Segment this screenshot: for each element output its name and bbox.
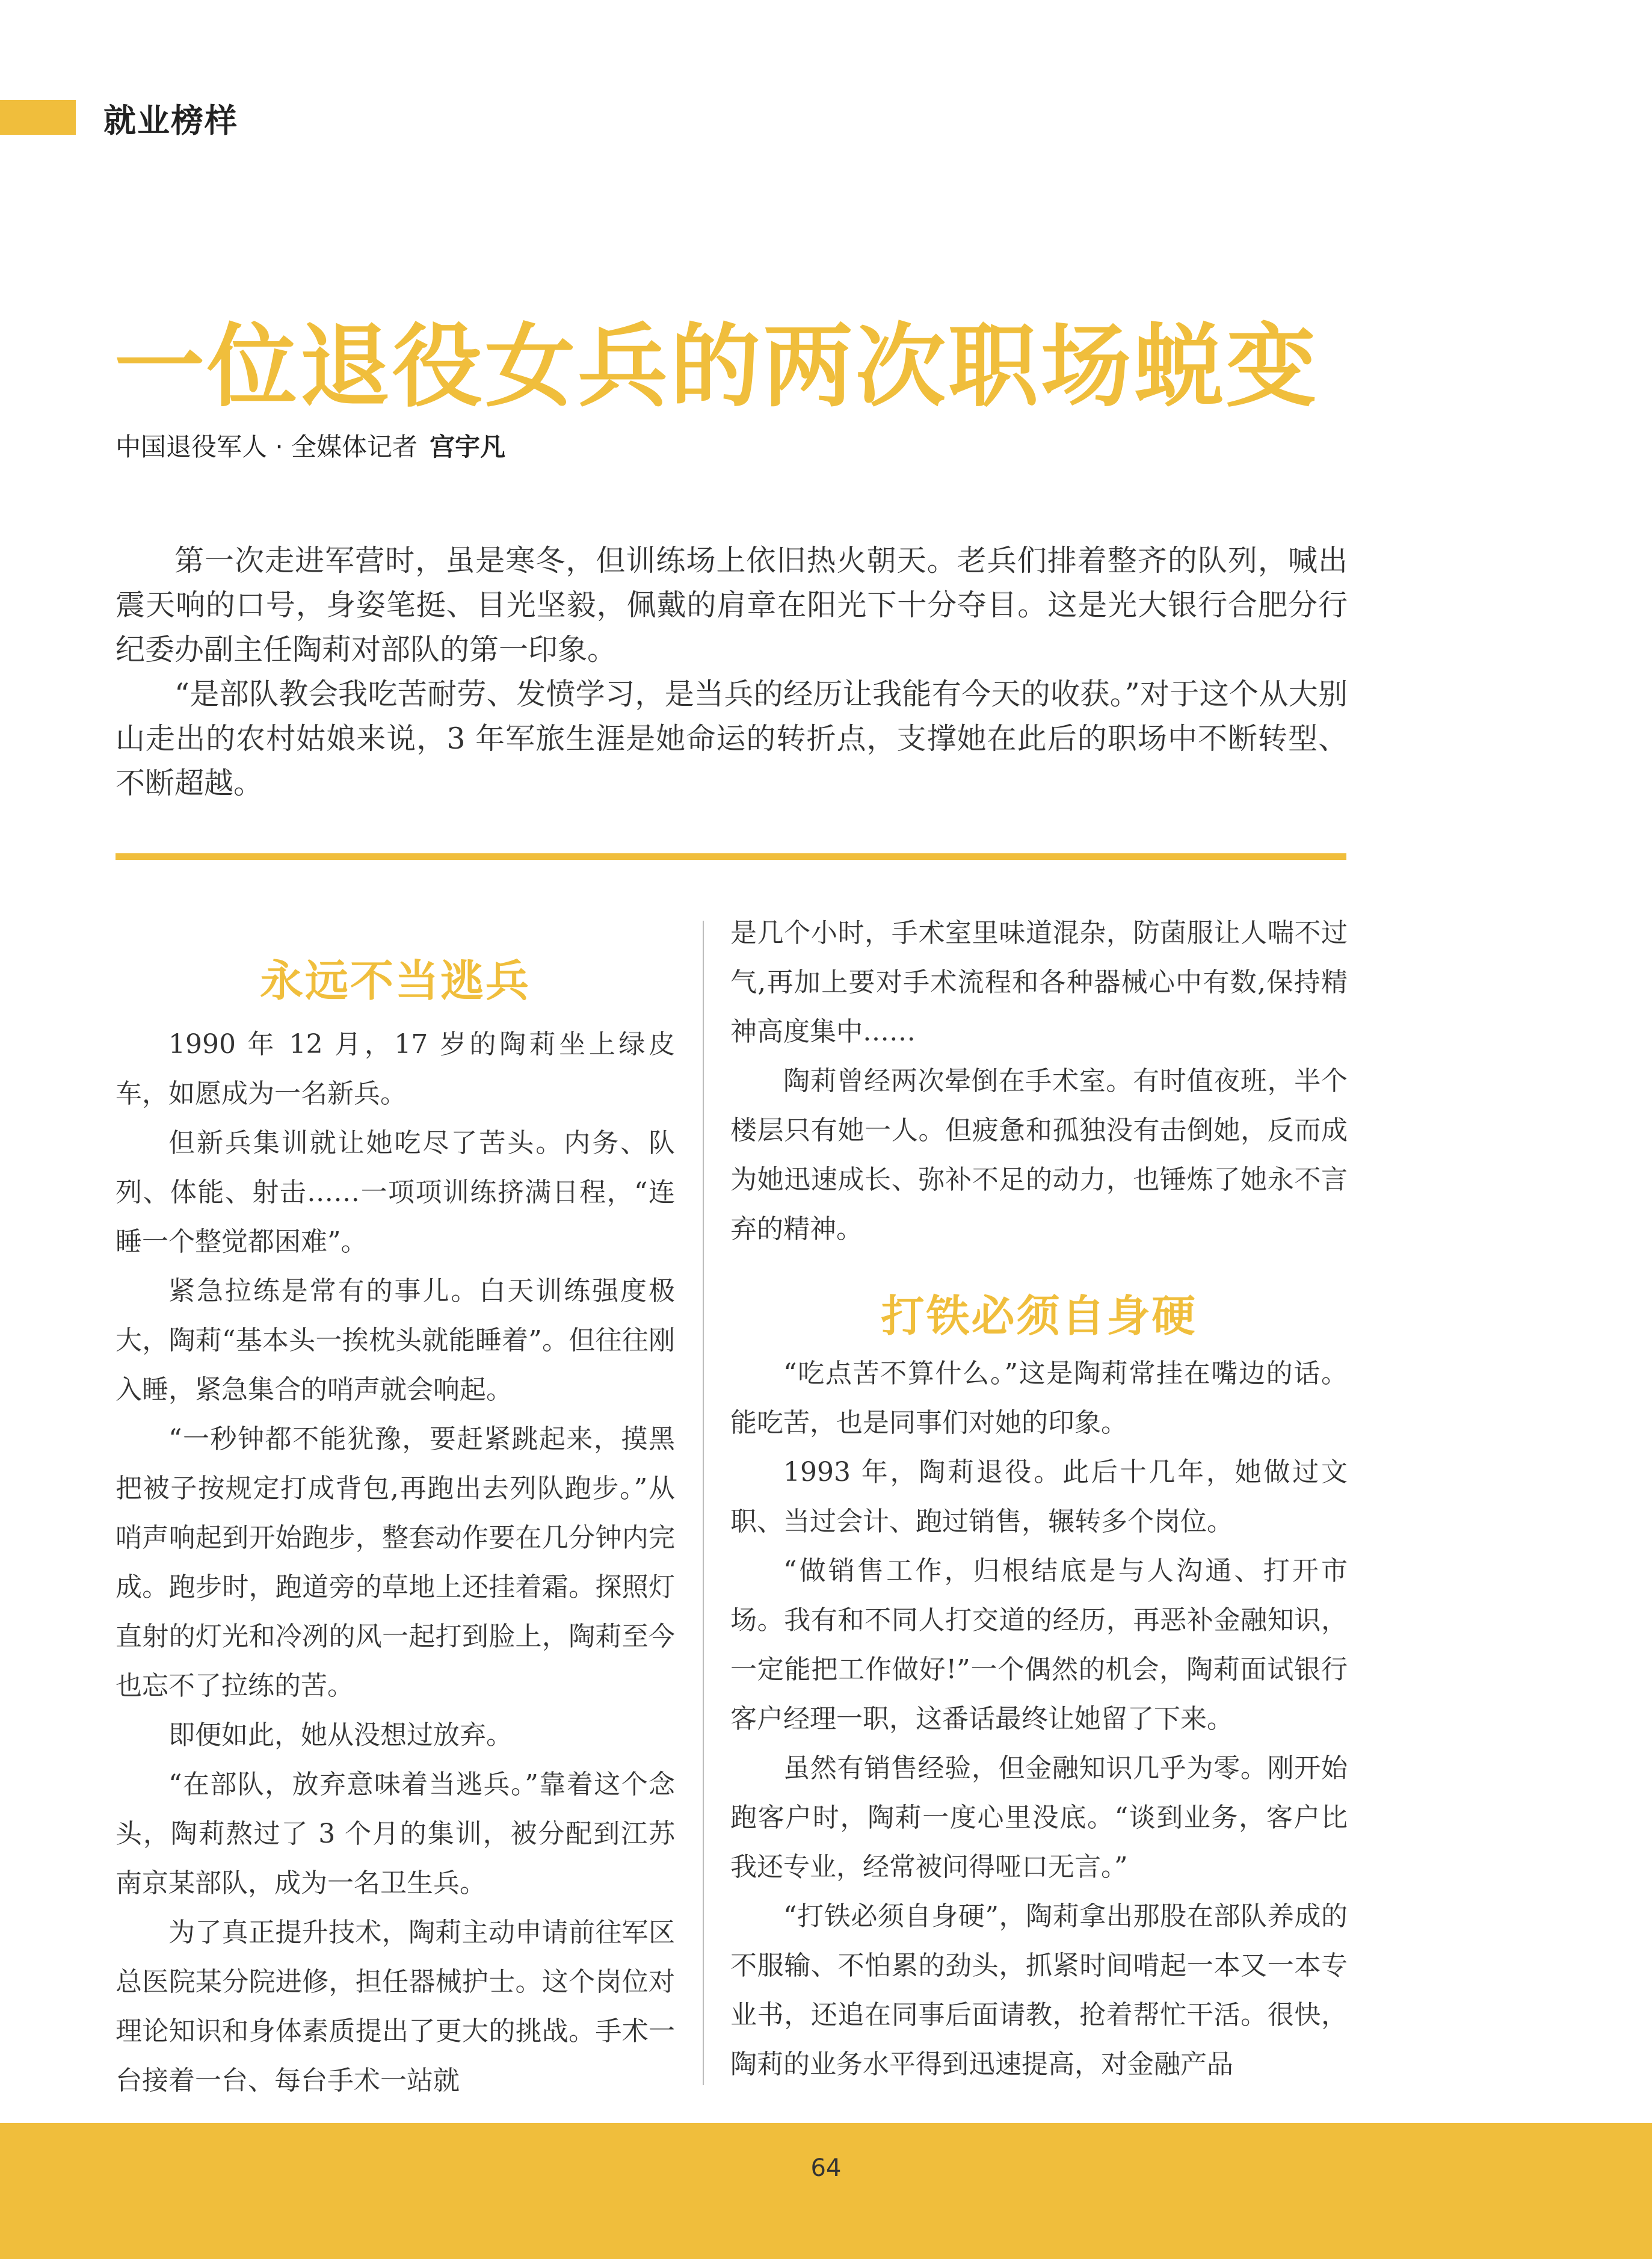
- subheading-strong-self: 打铁必须自身硬: [881, 1290, 1197, 1341]
- intro-paragraph: “是部队教会我吃苦耐劳、发愤学习，是当兵的经历让我能有今天的收获。”对于这个从大别山走出的农村姑娘来说，3 年军旅生涯是她命运的转折点，支撑她在此后的职场中不断转型、不断超越。: [116, 677, 1348, 800]
- body-paragraph: 即便如此，她从没想过放弃。: [168, 1720, 513, 1751]
- section-label: 就业榜样: [103, 102, 238, 140]
- footer-band: [0, 2123, 1652, 2259]
- body-paragraph: 但新兵集训就让她吃尽了苦头。内务、队列、体能、射击……一项项训练挤满日程，“连睡一个整觉都困难”。: [116, 1128, 675, 1257]
- body-paragraph: 紧急拉练是常有的事儿。白天训练强度极大，陶莉“基本头一挨枕头就能睡着”。但往往刚入睡，紧急集合的哨声就会响起。: [116, 1276, 675, 1405]
- body-paragraph: 1993 年，陶莉退役。此后十几年，她做过文职、当过会计、跑过销售，辗转多个岗位。: [730, 1457, 1348, 1537]
- body-paragraph: “做销售工作，归根结底是与人沟通、打开市场。我有和不同人打交道的经历，再恶补金融知识，一定能把工作做好!”一个偶然的机会，陶莉面试银行客户经理一职，这番话最终让她留了下来。: [730, 1556, 1348, 1734]
- byline-author: 宫宇凡: [430, 432, 506, 462]
- page-number: 64: [810, 2154, 842, 2182]
- body-paragraph: 虽然有销售经验，但金融知识几乎为零。刚开始跑客户时，陶莉一度心里没底。“谈到业务，客户比我还专业，经常被问得哑口无言。”: [730, 1753, 1348, 1882]
- byline-source: 中国退役军人 · 全媒体记者: [116, 432, 418, 462]
- section-color-bar: [0, 100, 76, 135]
- left-column: [116, 918, 675, 2106]
- intro-paragraph: 第一次走进军营时，虽是寒冬，但训练场上依旧热火朝天。老兵们排着整齐的队列，喊出震天响的口号，身姿笔挺、目光坚毅，佩戴的肩章在阳光下十分夺目。这是光大银行合肥分行纪委办副主任陶莉对部队的第一印象。: [116, 543, 1348, 667]
- body-paragraph: 陶莉曾经两次晕倒在手术室。有时值夜班，半个楼层只有她一人。但疲惫和孤独没有击倒她，反而成为她迅速成长、弥补不足的动力，也锤炼了她永不言弃的精神。: [730, 1066, 1348, 1244]
- body-paragraph: “一秒钟都不能犹豫，要赶紧跳起来，摸黑把被子按规定打成背包,再跑出去列队跑步。”从哨声响起到开始跑步，整套动作要在几分钟内完成。跑步时，跑道旁的草地上还挂着霜。探照灯直射的灯光和冷冽的风一起打到脸上，陶莉至今也忘不了拉练的苦。: [116, 1424, 675, 1701]
- body-paragraph: 1990 年 12 月，17 岁的陶莉坐上绿皮车，如愿成为一名新兵。: [116, 1029, 675, 1109]
- byline: [116, 427, 505, 463]
- body-paragraph: “打铁必须自身硬”，陶莉拿出那股在部队养成的不服输、不怕累的劲头，抓紧时间啃起一本又一本专业书，还追在同事后面请教，抢着帮忙干活。很快，陶莉的业务水平得到迅速提高，对金融产品: [730, 1901, 1348, 2080]
- article-title: 一位退役女兵的两次职场蜕变: [114, 314, 1319, 419]
- body-paragraph: “吃点苦不算什么。”这是陶莉常挂在嘴边的话。能吃苦，也是同事们对她的印象。: [730, 1358, 1348, 1438]
- body-paragraph: 是几个小时，手术室里味道混杂，防菌服让人喘不过气,再加上要对手术流程和各种器械心中有数,保持精神高度集中……: [730, 918, 1348, 1047]
- body-paragraph: “在部队，放弃意味着当逃兵。”靠着这个念头，陶莉熬过了 3 个月的集训，被分配到江苏南京某部队，成为一名卫生兵。: [116, 1769, 675, 1899]
- body-paragraph: 为了真正提升技术，陶莉主动申请前往军区总医院某分院进修，担任器械护士。这个岗位对理论知识和身体素质提出了更大的挑战。手术一台接着一台、每台手术一站就: [116, 1917, 675, 2096]
- intro: [116, 539, 1348, 806]
- subheading-never-desert: 永远不当逃兵: [259, 955, 531, 1006]
- right-column: [730, 909, 1348, 2089]
- section-divider: [116, 853, 1346, 860]
- column-rule: [703, 921, 704, 2085]
